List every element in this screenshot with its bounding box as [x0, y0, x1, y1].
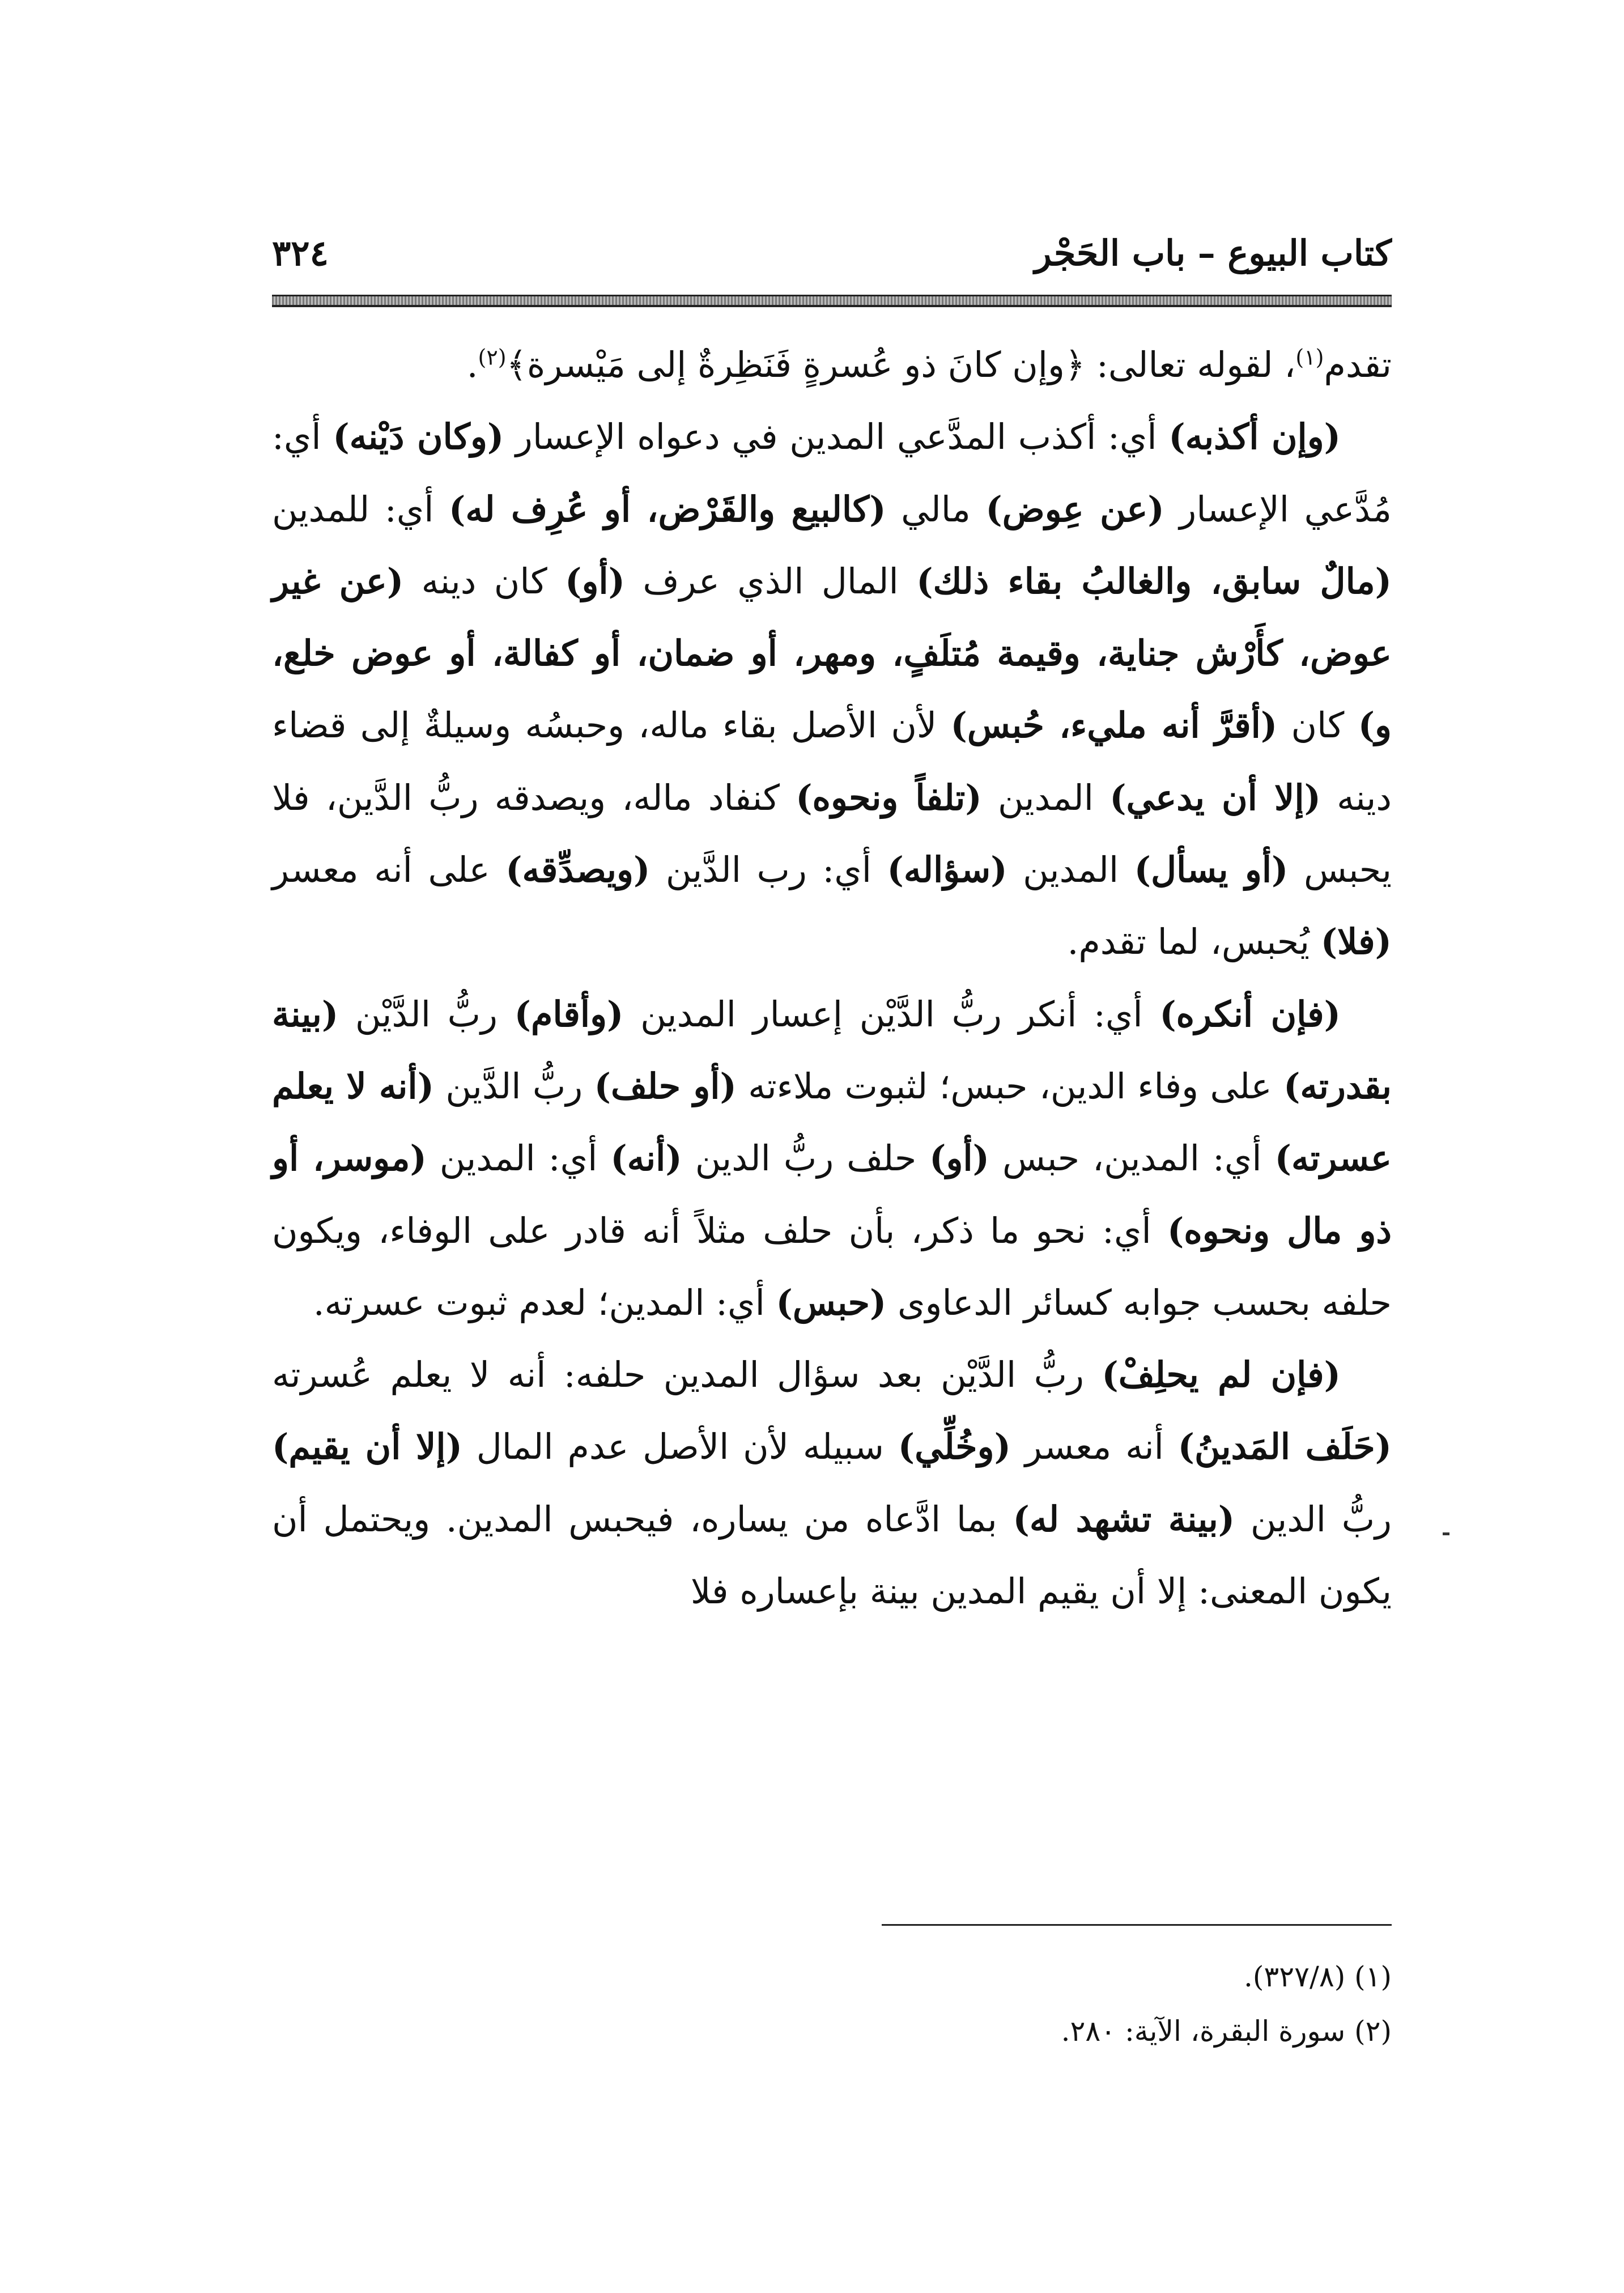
- matn-text: (سؤاله): [887, 849, 1007, 891]
- sharh-text: المال الذي عرف: [624, 560, 917, 602]
- matn-text: (فإن أنكره): [1159, 993, 1341, 1035]
- matn-text: (أنه): [610, 1137, 682, 1179]
- matn-text: (أو حلف): [594, 1065, 737, 1107]
- sharh-text: المدين: [1007, 849, 1134, 891]
- sharh-text: مالي: [886, 488, 986, 530]
- margin-mark: [1443, 1532, 1449, 1535]
- matn-text: (حَلَف المَدينُ): [1177, 1426, 1392, 1468]
- matn-text: (فلا): [1320, 921, 1392, 963]
- sharh-text: .: [466, 344, 478, 385]
- footnote-ref: (٢): [478, 345, 507, 370]
- matn-text: (أقرَّ أنه مليء، حُبس): [950, 704, 1278, 746]
- paragraph: [272, 401, 1392, 978]
- footnote-2: (٢) سورة البقرة، الآية: ٢٨٠.: [1061, 2015, 1392, 2048]
- matn-text: (تلفاً ونحوه): [796, 776, 982, 818]
- sharh-text: أي: رب الدَّين: [650, 849, 887, 891]
- sharh-text: أي: مُدَّعي الإعسار: [272, 416, 1392, 530]
- sharh-text: أي: أنكر ربُّ الدَّيْن إعسار المدين: [623, 993, 1160, 1035]
- matn-text: (أو يسأل): [1134, 849, 1289, 891]
- matn-text: (ويصدِّقه): [505, 849, 651, 891]
- sharh-text: ربُّ الدَّيْن بعد سؤال المدين حلفه: أنه لا يعلم عُسرته: [272, 1354, 1102, 1396]
- matn-text: (إلا أن يدعي): [1109, 776, 1321, 818]
- matn-text: (بينة تشهد له): [1013, 1498, 1235, 1540]
- matn-text: (كالبيع والقَرْض، أو عُرِف له): [449, 488, 886, 530]
- sharh-text: كنفاد ماله، ويصدقه ربُّ الدَّين، فلا يحبس: [272, 776, 1392, 891]
- matn-text: (مالٌ سابق، والغالبُ بقاء ذلك): [916, 560, 1392, 602]
- sharh-text: بما ادَّعاه من يساره، فيحبس المدين. ويحتمل أن يكون المعنى: إلا أن يقيم المدين بينة بإعساره فلا: [272, 1498, 1392, 1612]
- sharh-text: على أنه معسر: [272, 849, 506, 891]
- sharh-text: كان دينه: [403, 560, 566, 602]
- sharh-text: كان: [1277, 704, 1358, 746]
- matn-text: (بينة بقدرته): [272, 993, 1392, 1107]
- footnote-1: (١) (٣٢٧/٨).: [1244, 1960, 1392, 1993]
- matn-text: (إلا أن يقيم): [272, 1426, 462, 1468]
- book-page: [272, 0, 1392, 2293]
- running-head: كتاب البيوع – باب الحَجْر: [1034, 232, 1392, 274]
- footnote-separator: [882, 1924, 1392, 1926]
- matn-text: (موسر، أو ذو مال ونحوه): [272, 1137, 1392, 1251]
- sharh-text: سبيله لأن الأصل عدم المال: [462, 1426, 898, 1468]
- sharh-text: أنه معسر: [1010, 1426, 1178, 1468]
- sharh-text: ، لقوله تعالى: ﴿وإن كانَ ذو عُسرةٍ فَنَظِرةٌ إلى مَيْسرة﴾: [506, 344, 1296, 385]
- matn-text: (فإن لم يحلِفْ): [1102, 1354, 1341, 1396]
- footnotes: [272, 1950, 1392, 2058]
- matn-text: (وإن أكذبه): [1168, 416, 1341, 458]
- sharh-text: ربُّ الدَّيْن: [338, 993, 515, 1035]
- sharh-text: أي: المدين؛ لعدم ثبوت عسرته.: [313, 1281, 776, 1323]
- sharh-text: أي: المدين: [426, 1137, 611, 1179]
- matn-text: (وخُلِّي): [898, 1426, 1011, 1468]
- sharh-text: أي: نحو ما ذكر، بأن حلف مثلاً أنه قادر على الوفاء، ويكون حلفه بحسب جوابه كسائر الدعاوى: [272, 1209, 1392, 1323]
- matn-text: (أو): [929, 1137, 989, 1179]
- paragraph: [272, 978, 1392, 1339]
- matn-text: (أو): [565, 560, 625, 602]
- matn-text: (وكان دَيْنه): [333, 416, 504, 458]
- sharh-text: المدين: [981, 776, 1110, 818]
- sharh-text: ربُّ الدَّين: [433, 1065, 594, 1107]
- sharh-text: أي: للمدين: [272, 488, 449, 530]
- matn-text: (أنه لا يعلم عسرته): [272, 1065, 1392, 1179]
- sharh-text: لأن الأصل بقاء ماله، وحبسُه وسيلةٌ إلى قضاء دينه: [272, 704, 1392, 818]
- matn-text: (عن عِوض): [985, 488, 1164, 530]
- page-number: ٣٢٤: [272, 232, 329, 274]
- sharh-text: يُحبس، لما تقدم.: [1067, 921, 1321, 963]
- footnote-ref: (١): [1295, 345, 1324, 370]
- sharh-text: على وفاء الدين، حبس؛ لثبوت ملاءته: [736, 1065, 1284, 1107]
- body-text: [272, 329, 1392, 1627]
- matn-text: (عن غير عوض، كأَرْش جناية، وقيمة مُتلَفٍ، ومهر، أو ضمان، أو كفالة، أو عوض خلع، و): [272, 560, 1392, 746]
- sharh-text: حلف ربُّ الدين: [682, 1137, 930, 1179]
- header-rule: [272, 295, 1392, 307]
- matn-text: (حبس): [776, 1281, 887, 1323]
- sharh-text: تقدم: [1324, 344, 1392, 385]
- page-header: [272, 227, 1392, 289]
- matn-text: (وأقام): [514, 993, 624, 1035]
- paragraph: [272, 329, 1392, 401]
- paragraph: [272, 1339, 1392, 1627]
- sharh-text: أي: أكذب المدَّعي المدين في دعواه الإعسار: [504, 416, 1169, 458]
- sharh-text: أي: المدين، حبس: [989, 1137, 1275, 1179]
- sharh-text: ربُّ الدين: [1235, 1498, 1392, 1540]
